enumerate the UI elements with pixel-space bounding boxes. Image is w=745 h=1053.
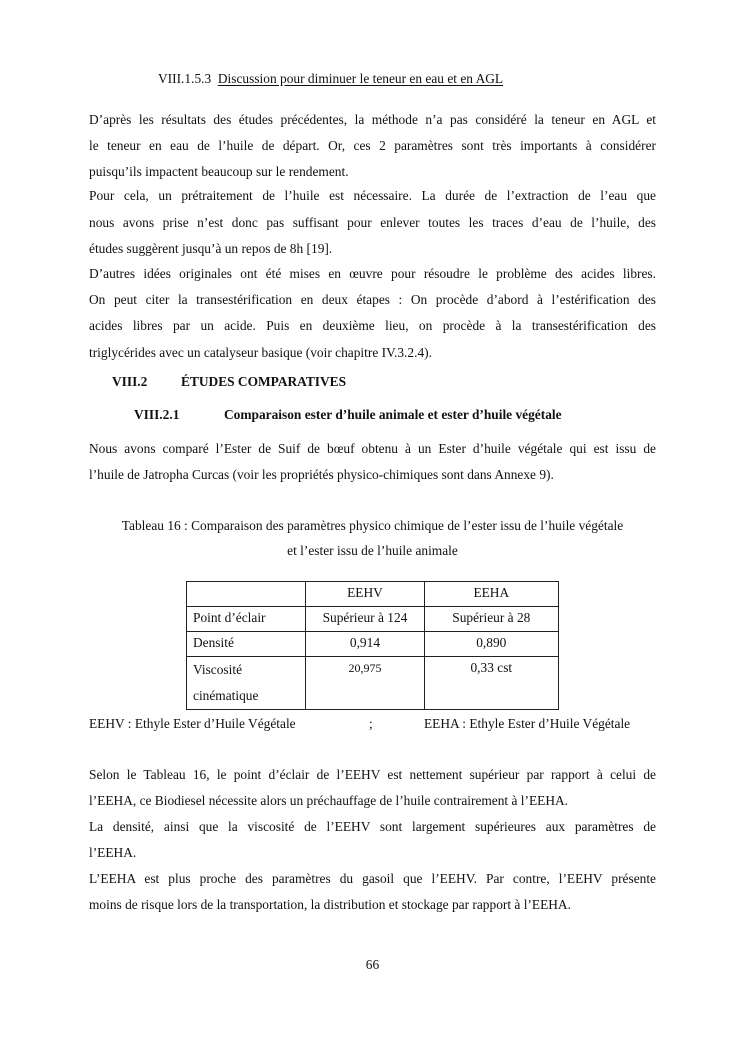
paragraph-5-line-2: l’EEHA, ce Biodiesel nécessite alors un préchauffage de l’huile contrairement à l’EEHA.: [89, 793, 569, 808]
table-cell-eehv: 20,975: [306, 657, 424, 710]
paragraph-3-line-1: D’autres idées originales ont été mises en œuvre pour résoudre le problème des acides libres.: [89, 266, 656, 281]
section-title: Discussion pour diminuer le teneur en eau et en AGL: [217, 71, 504, 86]
paragraph-2-line-2: nous avons prise n’est donc pas suffisant pour enlever toutes les traces d’eau de l’huile, des: [89, 215, 656, 230]
table-cell-param-line-1: Viscosité: [193, 662, 243, 677]
heading-2-number: VIII.2: [112, 374, 148, 389]
paragraph-7-line-1: L’EEHA est plus proche des paramètres du gasoil que l’EEHV. Par contre, l’EEHV présente: [89, 871, 656, 886]
table-caption-line-2: et l’ester issu de l’huile animale: [287, 543, 458, 558]
comparison-table: [186, 581, 559, 710]
paragraph-6-line-1: La densité, ainsi que la viscosité de l’EEHV sont largement supérieures aux paramètres de: [89, 819, 656, 834]
table-cell-eeha: Supérieur à 28: [424, 607, 558, 632]
table-header-row: [187, 582, 559, 607]
table-cell-param: Densité: [187, 632, 306, 657]
table-cell-param-line-2: cinématique: [193, 688, 259, 703]
paragraph-1-line-3: puisqu’ils impactent beaucoup sur le rendement.: [89, 164, 349, 179]
table-cell-eeha: 0,890: [424, 632, 558, 657]
table-row: [187, 607, 559, 632]
paragraph-3-line-3: acides libres par un acide. Puis en deuxième lieu, on procède à la transestérification des: [89, 318, 656, 333]
table-header-eehv: EEHV: [306, 582, 424, 607]
heading-3-number: VIII.2.1: [134, 407, 180, 422]
table-cell-eehv: Supérieur à 124: [306, 607, 424, 632]
table-cell-param: Point d’éclair: [187, 607, 306, 632]
section-number: VIII.1.5.3: [158, 71, 212, 86]
paragraph-1-line-1: D’après les résultats des études précédentes, la méthode n’a pas considéré la teneur en AGL et: [89, 112, 656, 127]
legend-left: EEHV : Ethyle Ester d’Huile Végétale: [89, 716, 296, 731]
legend-separator: ;: [369, 716, 373, 731]
paragraph-4-line-2: l’huile de Jatropha Curcas (voir les propriétés physico-chimiques sont dans Annexe 9).: [89, 467, 554, 482]
table-cell-eehv: 0,914: [306, 632, 424, 657]
table-cell-eeha: 0,33 cst: [424, 657, 558, 710]
table-row: [187, 632, 559, 657]
legend-right: EEHA : Ethyle Ester d’Huile Végétale: [424, 716, 631, 731]
paragraph-3-line-4: triglycérides avec un catalyseur basique (voir chapitre IV.3.2.4).: [89, 345, 432, 360]
paragraph-3-line-2: On peut citer la transestérification en deux étapes : On procède d’abord à l’estérification des: [89, 292, 656, 307]
paragraph-7-line-2: moins de risque lors de la transportation, la distribution et stockage par rapport à l’EEHA.: [89, 897, 571, 912]
paragraph-2-line-1: Pour cela, un prétraitement de l’huile est nécessaire. La durée de l’extraction de l’eau que: [89, 188, 656, 203]
paragraph-4-line-1: Nous avons comparé l’Ester de Suif de bœuf obtenu à un Ester d’huile végétale qui est issu de: [89, 441, 656, 456]
section-heading: [158, 71, 503, 87]
table-header-eeha: EEHA: [424, 582, 558, 607]
paragraph-2-line-3: études suggèrent jusqu’à un repos de 8h [19].: [89, 241, 333, 256]
paragraph-5-line-1: Selon le Tableau 16, le point d’éclair de l’EEHV est nettement supérieur par rapport à celui de: [89, 767, 656, 782]
table-caption-line-1: Tableau 16 : Comparaison des paramètres physico chimique de l’ester issu de l’huile végétale: [121, 518, 624, 533]
heading-3-title: Comparaison ester d’huile animale et ester d’huile végétale: [224, 407, 562, 422]
page-number: 66: [365, 957, 380, 972]
table-cell-param: [187, 657, 306, 710]
table-header-empty: [187, 582, 306, 607]
table-row: [187, 657, 559, 710]
heading-2-title: ÉTUDES COMPARATIVES: [181, 374, 347, 389]
paragraph-6-line-2: l’EEHA.: [89, 845, 137, 860]
paragraph-1-line-2: le teneur en eau de l’huile de départ. Or, ces 2 paramètres sont très importants à considérer: [89, 138, 656, 153]
